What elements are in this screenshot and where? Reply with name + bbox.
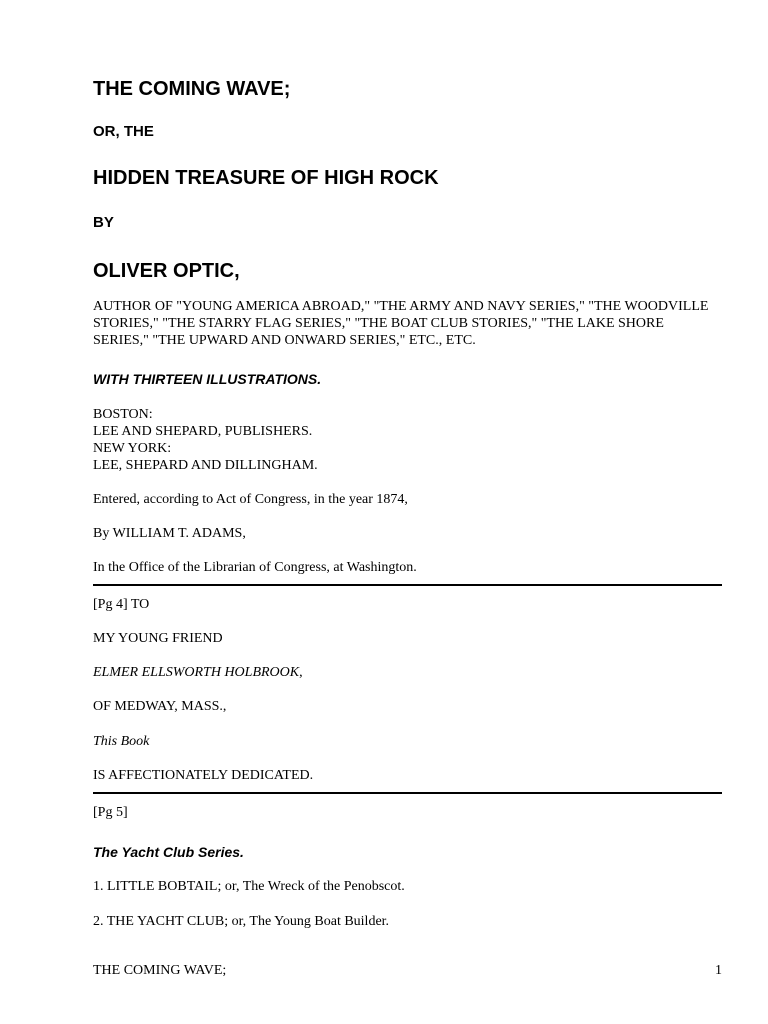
illustrations-note: WITH THIRTEEN ILLUSTRATIONS. bbox=[93, 371, 322, 387]
footer-page-number: 1 bbox=[715, 963, 722, 978]
dedication-this-book: This Book bbox=[93, 734, 150, 749]
publisher-line: LEE, SHEPARD AND DILLINGHAM. bbox=[93, 458, 318, 473]
series-item: 1. LITTLE BOBTAIL; or, The Wreck of the Penobscot. bbox=[93, 879, 405, 894]
copyright-by: By WILLIAM T. ADAMS, bbox=[93, 526, 246, 541]
document-page bbox=[93, 0, 722, 1024]
book-subtitle: HIDDEN TREASURE OF HIGH ROCK bbox=[93, 167, 439, 189]
dedication-name-suffix: , bbox=[299, 665, 303, 680]
dedication-place: OF MEDWAY, MASS., bbox=[93, 699, 227, 714]
publisher-line: NEW YORK: bbox=[93, 441, 172, 456]
publisher-line: BOSTON: bbox=[93, 407, 153, 422]
section-divider bbox=[93, 792, 722, 794]
dedication-page-marker: [Pg 4] TO bbox=[93, 597, 150, 612]
series-page-marker: [Pg 5] bbox=[93, 805, 128, 820]
series-heading: The Yacht Club Series. bbox=[93, 844, 244, 860]
author-name: OLIVER OPTIC, bbox=[93, 260, 240, 282]
or-the-line: OR, THE bbox=[93, 123, 154, 140]
copyright-office: In the Office of the Librarian of Congress, at Washington. bbox=[93, 560, 417, 575]
dedication-friend: MY YOUNG FRIEND bbox=[93, 631, 223, 646]
section-divider bbox=[93, 584, 722, 586]
dedication-closing: IS AFFECTIONATELY DEDICATED. bbox=[93, 768, 314, 783]
publisher-line: LEE AND SHEPARD, PUBLISHERS. bbox=[93, 424, 313, 439]
by-line: BY bbox=[93, 214, 114, 231]
dedication-name-line bbox=[93, 664, 303, 681]
copyright-entered: Entered, according to Act of Congress, in the year 1874, bbox=[93, 492, 408, 507]
footer-title: THE COMING WAVE; bbox=[93, 963, 227, 978]
book-title: THE COMING WAVE; bbox=[93, 78, 291, 100]
series-item: 2. THE YACHT CLUB; or, The Young Boat Builder. bbox=[93, 914, 390, 929]
author-of-paragraph: AUTHOR OF "YOUNG AMERICA ABROAD," "THE ARMY AND NAVY SERIES," "THE WOODVILLE STORIES," "THE STARRY FLAG SERIES," "THE BOAT CLUB STORIES," "THE LAKE SHORE SERIES," "THE UPWARD AND ONWARD SERIES," ETC., ETC. bbox=[93, 299, 709, 348]
dedication-name: ELMER ELLSWORTH HOLBROOK bbox=[93, 665, 300, 680]
